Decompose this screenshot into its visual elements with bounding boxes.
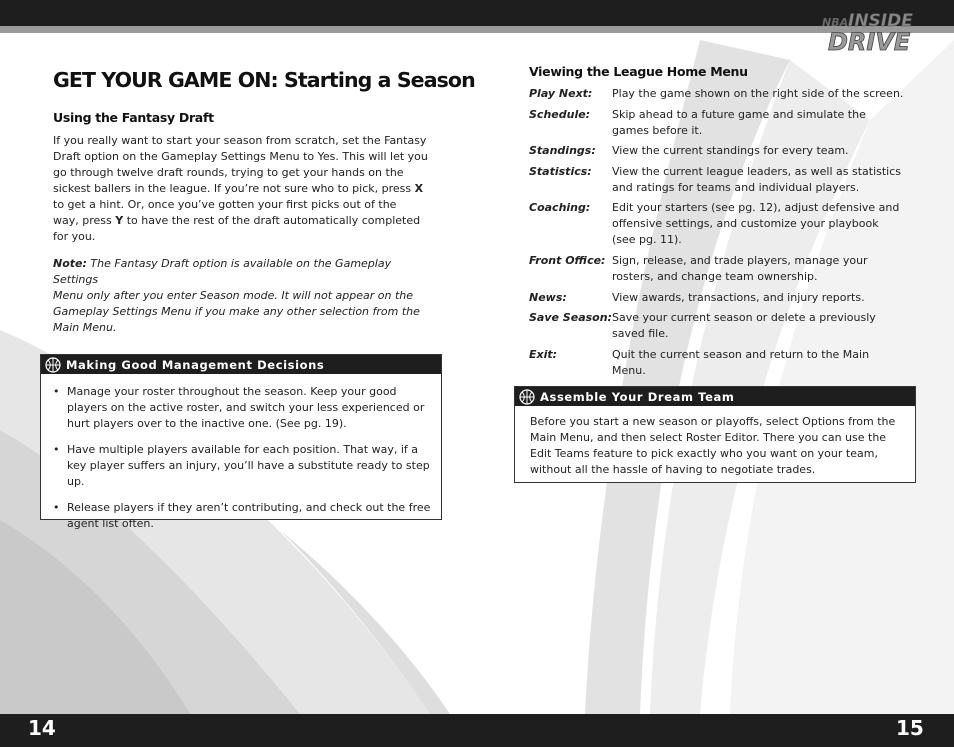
text-line: go through twelve draft rounds, trying to get your hands on the [53, 166, 404, 179]
menu-row-news [529, 290, 909, 306]
menu-description: Save your current season or delete a previously saved file. [612, 311, 876, 340]
menu-term: News: [529, 291, 567, 304]
svg-text:NBA: NBA [822, 16, 849, 29]
dream-team-title: Assemble Your Dream Team [540, 389, 735, 404]
text-line: for you. [53, 230, 96, 243]
key-x: X [414, 182, 424, 195]
text-line: sickest ballers in the league. If you’re not sure who to pick, press X [53, 182, 424, 195]
league-menu-heading: Viewing the League Home Menu [529, 64, 748, 79]
page-number-right: 15 [896, 716, 924, 740]
menu-row-exit [529, 347, 909, 377]
menu-description: View the current league leaders, as well as statistics and ratings for teams and individual players. [612, 165, 902, 194]
text-line: If you really want to start your season from scratch, set the Fantasy [53, 134, 427, 147]
menu-term: Exit: [529, 348, 558, 361]
svg-text:DRIVE: DRIVE [828, 28, 911, 56]
menu-description: Quit the current season and return to the Main Menu. [612, 348, 870, 377]
management-tips-header [41, 355, 441, 374]
fantasy-draft-heading: Using the Fantasy Draft [53, 110, 214, 125]
list-item: • Have multiple players available for each position. That way, if a key player suffers an injury, you’ll have a substitute ready to step up. [53, 442, 433, 490]
menu-description: Sign, release, and trade players, manage your rosters, and change team ownership. [612, 254, 868, 283]
menu-description: View the current standings for every team. [612, 144, 849, 157]
dream-team-text: Before you start a new season or playoffs, select Options from the Main Menu, and then select Roster Editor. There you can use the Edit Teams feature to pick exactly who you want on your team, without all the hassle of having to negotiate trades. [530, 415, 896, 476]
basketball-icon [45, 357, 61, 373]
menu-row-front-office [529, 253, 909, 285]
menu-term: Play Next: [529, 87, 593, 100]
note-paragraph [53, 256, 433, 336]
top-header-bar [0, 0, 954, 26]
nba-inside-drive-logo [818, 6, 930, 56]
key-y: Y [115, 214, 124, 227]
menu-row-coaching [529, 200, 909, 248]
menu-row-statistics [529, 164, 909, 196]
menu-description: Edit your starters (see pg. 12), adjust defensive and offensive settings, and customize your playbook (see pg. 11). [612, 201, 900, 246]
text-line: Menu only after you enter Season mode. It will not appear on the [53, 289, 414, 302]
menu-term: Coaching: [529, 201, 591, 214]
menu-row-schedule [529, 107, 909, 139]
management-tips-title: Making Good Management Decisions [66, 357, 325, 372]
list-item: • Release players if they aren’t contributing, and check out the free agent list often. [53, 500, 433, 532]
menu-description: Skip ahead to a future game and simulate the games before it. [612, 108, 866, 137]
text-line: Draft option on the Gameplay Settings Menu to Yes. This will let you [53, 150, 428, 163]
basketball-icon [519, 389, 535, 405]
management-tips-list [41, 374, 441, 532]
bottom-footer-bar [0, 714, 954, 747]
dream-team-header [515, 387, 915, 406]
note-label: Note: [53, 257, 87, 270]
text-line: Gameplay Settings Menu if you make any other selection from the [53, 305, 420, 318]
menu-term: Standings: [529, 144, 596, 157]
text-line: Note: The Fantasy Draft option is available on the Gameplay Settings [53, 257, 392, 286]
dream-team-box [514, 386, 916, 483]
text-line: to get a hint. Or, once you’ve gotten your first picks out of the [53, 198, 397, 211]
menu-description: Play the game shown on the right side of the screen. [612, 87, 904, 100]
text-line: Main Menu. [53, 321, 117, 334]
management-tips-box [40, 354, 442, 530]
text-line: way, press Y to have the rest of the draft automatically completed [53, 214, 421, 227]
fantasy-draft-paragraph [53, 133, 433, 245]
menu-term: Statistics: [529, 165, 592, 178]
page-number-left: 14 [28, 716, 56, 740]
menu-term: Schedule: [529, 108, 591, 121]
menu-row-standings [529, 143, 909, 159]
svg-text:INSIDE: INSIDE [848, 11, 913, 31]
menu-row-save-season [529, 310, 909, 342]
menu-term: Front Office: [529, 254, 606, 267]
top-header-stripe [0, 26, 954, 33]
list-item: • Manage your roster throughout the season. Keep your good players on the active roster, and switch your less experienced or hurt players over to the inactive one. (See pg. 19). [53, 384, 433, 432]
page-title: GET YOUR GAME ON: Starting a Season [53, 68, 475, 92]
menu-row-play-next [529, 86, 909, 102]
menu-description: View awards, transactions, and injury reports. [612, 291, 865, 304]
menu-term: Save Season: [529, 311, 612, 324]
